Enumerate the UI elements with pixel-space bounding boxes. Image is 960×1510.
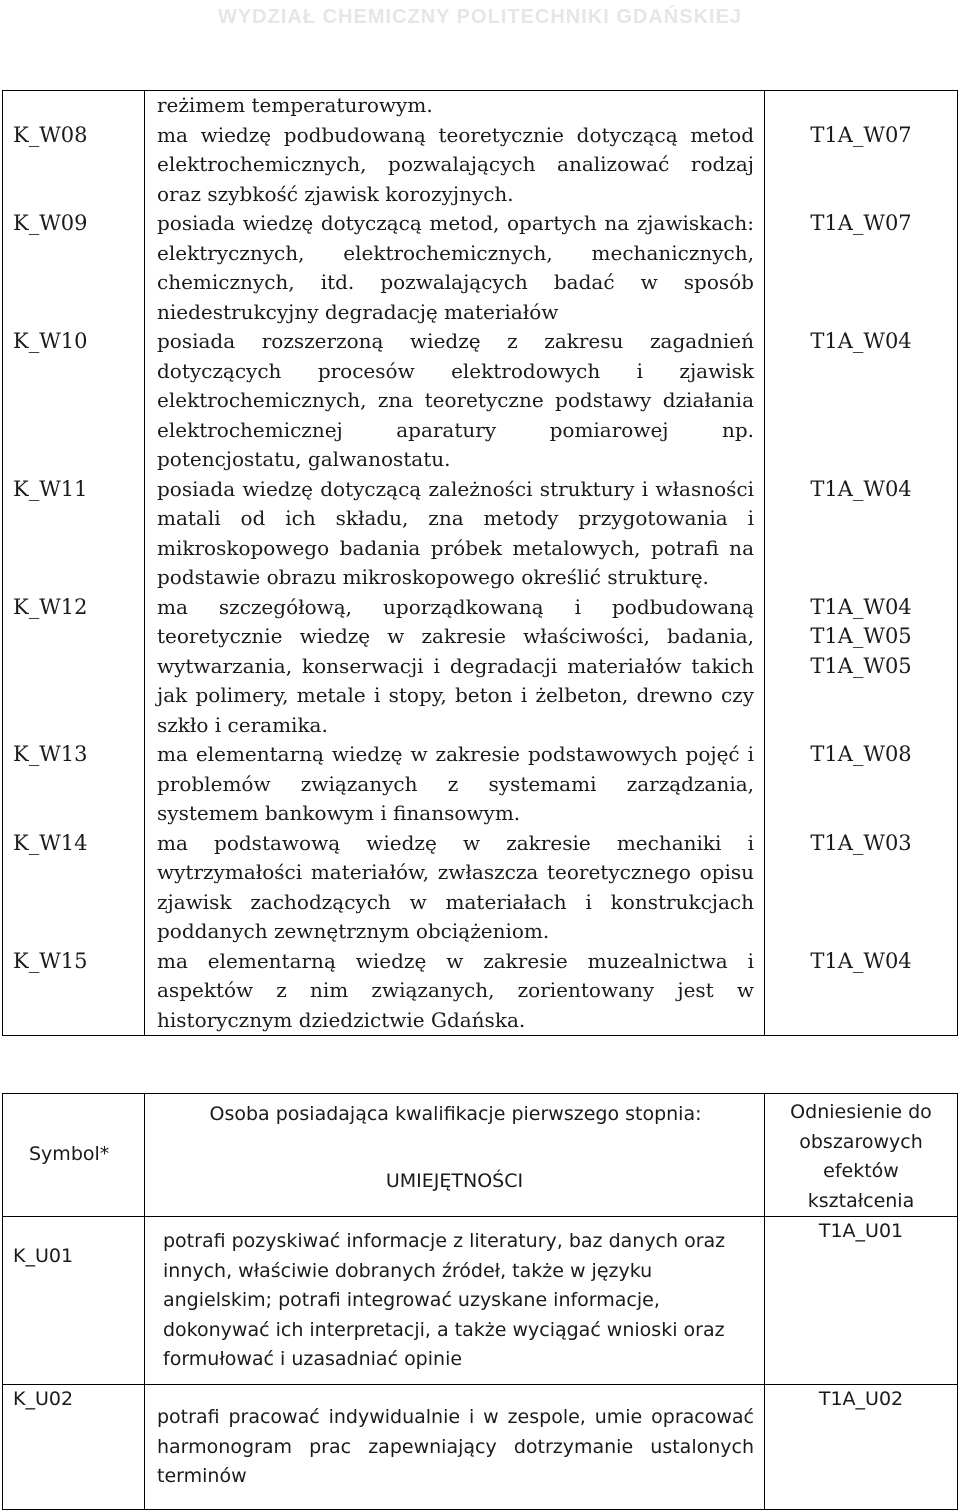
symbol-cell: K_W12 xyxy=(3,593,145,741)
symbol-cell: K_W11 xyxy=(3,475,145,593)
skills-row xyxy=(3,1217,958,1385)
skill-ref-cell xyxy=(765,1385,958,1510)
qualification-title: Osoba posiadająca kwalifikacje pierwszego stopnia: xyxy=(209,1103,702,1125)
knowledge-row xyxy=(3,947,958,1036)
reference-cell: T1A_W08 xyxy=(765,740,958,829)
skills-table xyxy=(2,1093,958,1510)
ref-header-cell xyxy=(765,1094,958,1217)
skill-ref: T1A_U02 xyxy=(818,1388,904,1410)
reference-cell: T1A_W07 xyxy=(765,121,958,210)
knowledge-row xyxy=(3,91,958,121)
symbol-header: Symbol* xyxy=(29,1143,110,1166)
title-header-cell xyxy=(145,1094,765,1217)
reference-cell: T1A_W04 T1A_W05 T1A_W05 xyxy=(765,593,958,741)
skill-symbol: K_U02 xyxy=(13,1388,74,1410)
skill-symbol: K_U01 xyxy=(13,1245,74,1267)
skill-symbol-cell xyxy=(3,1385,145,1510)
symbol-cell: K_W13 xyxy=(3,740,145,829)
symbol-cell: K_W10 xyxy=(3,327,145,475)
skill-symbol-cell xyxy=(3,1217,145,1385)
symbol-cell: K_W15 xyxy=(3,947,145,1036)
knowledge-row xyxy=(3,327,958,475)
reference-cell: T1A_W07 xyxy=(765,209,958,327)
description-cell: reżimem temperaturowym. xyxy=(145,91,765,121)
ref-header: Odniesienie do obszarowych efektów kształcenia xyxy=(790,1101,932,1212)
skill-ref-cell xyxy=(765,1217,958,1385)
skill-ref: T1A_U01 xyxy=(818,1220,904,1242)
knowledge-row xyxy=(3,593,958,741)
skill-description-cell xyxy=(145,1385,765,1510)
description-cell: posiada wiedzę dotyczącą zależności struktury i własności matali od ich składu, zna metody przygotowania i mikroskopowego badania próbek metalowych, potrafi na podstawie obrazu mikroskopowego określić strukturę. xyxy=(145,475,765,593)
description-cell: posiada rozszerzoną wiedzę z zakresu zagadnień dotyczących procesów elektrodowych i zjawisk elektrochemicznych, zna teoretyczne podstawy działania elektrochemicznej aparatury pomiarowej np. potencjostatu, galwanostatu. xyxy=(145,327,765,475)
description-cell: ma wiedzę podbudowaną teoretycznie dotyczącą metod elektrochemicznych, pozwalających analizować rodzaj oraz szybkość zjawisk korozyjnych. xyxy=(145,121,765,210)
description-cell: ma szczegółową, uporządkowaną i podbudowaną teoretycznie wiedzę w zakresie właściwości, badania, wytwarzania, konserwacji i degradacji materiałów takich jak polimery, metale i stopy, beton i żelbeton, drewno czy szkło i ceramika. xyxy=(145,593,765,741)
knowledge-table xyxy=(2,90,958,1036)
skill-description-cell xyxy=(145,1217,765,1385)
knowledge-row xyxy=(3,740,958,829)
description-cell: ma podstawową wiedzę w zakresie mechaniki i wytrzymałości materiałów, zwłaszcza teoretycznego opisu zjawisk zachodzących w materiałach i konstrukcjach poddanych zewnętrznym obciążeniom. xyxy=(145,829,765,947)
skill-description: potrafi pozyskiwać informacje z literatury, baz danych oraz innych, właściwie dobranych źródeł, także w języku angielskim; potrafi integrować uzyskane informacje, dokonywać ich interpretacji, a także wyciągać wnioski oraz formułować i uzasadniać opinie xyxy=(163,1230,726,1370)
knowledge-row xyxy=(3,829,958,947)
section-title: UMIEJĘTNOŚCI xyxy=(385,1169,524,1192)
knowledge-row xyxy=(3,209,958,327)
description-cell: ma elementarną wiedzę w zakresie muzealnictwa i aspektów z nim związanych, zorientowany jest w historycznym dziedzictwie Gdańska. xyxy=(145,947,765,1036)
symbol-cell: K_W09 xyxy=(3,209,145,327)
symbol-cell: K_W08 xyxy=(3,121,145,210)
reference-cell: T1A_W03 xyxy=(765,829,958,947)
skill-description: potrafi pracować indywidualnie i w zespole, umie opracować harmonogram prac zapewniający dotrzymanie ustalonych terminów xyxy=(157,1406,754,1487)
reference-cell xyxy=(765,91,958,121)
reference-cell: T1A_W04 xyxy=(765,947,958,1036)
reference-cell: T1A_W04 xyxy=(765,475,958,593)
reference-cell: T1A_W04 xyxy=(765,327,958,475)
knowledge-row xyxy=(3,475,958,593)
symbol-header-cell xyxy=(3,1094,145,1217)
symbol-cell: K_W14 xyxy=(3,829,145,947)
header-watermark: WYDZIAŁ CHEMICZNY POLITECHNIKI GDAŃSKIEJ xyxy=(217,6,743,28)
knowledge-row xyxy=(3,121,958,210)
symbol-cell xyxy=(3,91,145,121)
description-cell: posiada wiedzę dotyczącą metod, opartych na zjawiskach: elektrycznych, elektrochemicznych, mechanicznych, chemicznych, itd. pozwalających badać w sposób niedestrukcyjny degradację materiałów xyxy=(145,209,765,327)
skills-header-row xyxy=(3,1094,958,1217)
skills-row xyxy=(3,1385,958,1510)
description-cell: ma elementarną wiedzę w zakresie podstawowych pojęć i problemów związanych z systemami zarządzania, systemem bankowym i finansowym. xyxy=(145,740,765,829)
